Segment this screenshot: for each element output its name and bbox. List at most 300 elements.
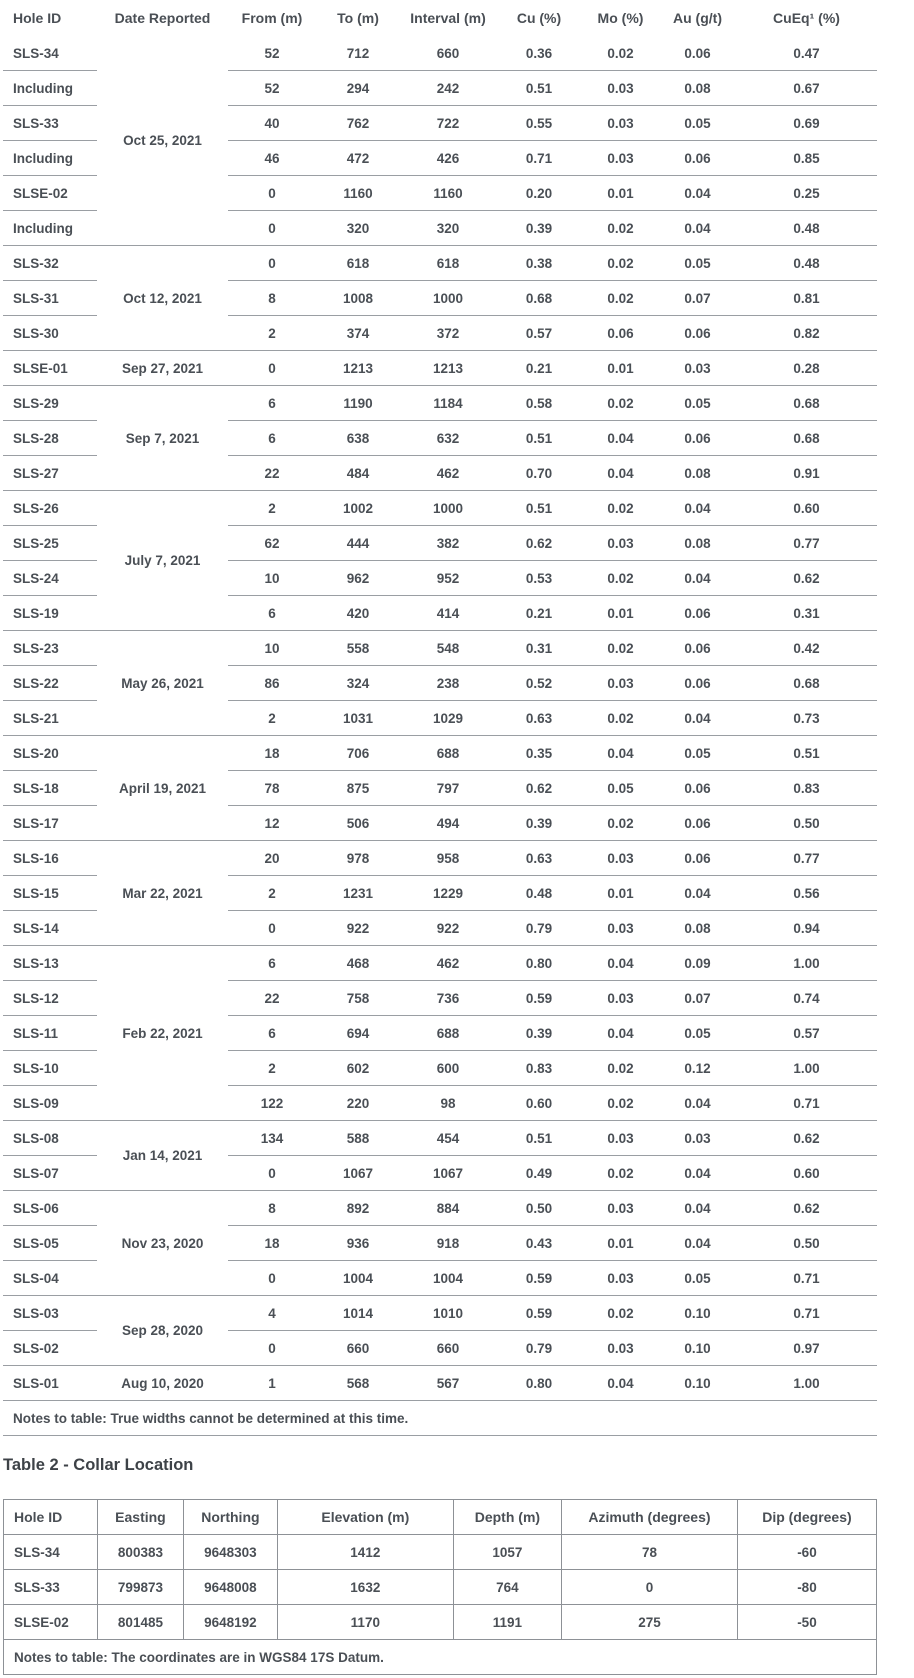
to-cell: 506 — [316, 806, 400, 841]
au-cell: 0.04 — [659, 561, 736, 596]
au-cell: 0.07 — [659, 281, 736, 316]
hole-id-cell: SLS-33 — [3, 106, 97, 141]
interval-cell: 918 — [400, 1226, 496, 1261]
table-row — [3, 736, 877, 771]
interval-cell: 494 — [400, 806, 496, 841]
cu-cell: 0.39 — [496, 1016, 582, 1051]
interval-cell: 1010 — [400, 1296, 496, 1331]
to-cell: 978 — [316, 841, 400, 876]
table-row — [3, 36, 877, 71]
hole-id-cell: SLS-21 — [3, 701, 97, 736]
column-header-from: From (m) — [241, 10, 303, 26]
au-cell: 0.06 — [659, 631, 736, 666]
from-cell: 6 — [228, 946, 316, 981]
mo-cell: 0.03 — [582, 666, 659, 701]
cu-cell: 0.35 — [496, 736, 582, 771]
cu-cell: 0.39 — [496, 806, 582, 841]
interval-cell: 922 — [400, 911, 496, 946]
mo-cell: 0.02 — [582, 281, 659, 316]
from-cell: 4 — [228, 1296, 316, 1331]
cu-cell: 0.57 — [496, 316, 582, 351]
mo-cell: 0.03 — [582, 1261, 659, 1296]
cu-cell: 0.48 — [496, 876, 582, 911]
mo-cell: 0.03 — [582, 1331, 659, 1366]
interval-cell: 1000 — [400, 281, 496, 316]
mo-cell: 0.02 — [582, 386, 659, 421]
table-row — [3, 841, 877, 876]
mo-cell: 0.06 — [582, 316, 659, 351]
to-cell: 558 — [316, 631, 400, 666]
assay-table-body — [3, 36, 877, 1436]
mo-cell: 0.01 — [582, 596, 659, 631]
hole-id-cell: SLS-06 — [3, 1191, 97, 1226]
mo-cell: 0.02 — [582, 1086, 659, 1121]
to-cell: 638 — [316, 421, 400, 456]
interval-cell: 1229 — [400, 876, 496, 911]
from-cell: 86 — [228, 666, 316, 701]
from-cell: 10 — [228, 561, 316, 596]
from-cell: 2 — [228, 701, 316, 736]
table-row — [3, 351, 877, 386]
interval-cell: 958 — [400, 841, 496, 876]
from-cell: 6 — [228, 1016, 316, 1051]
interval-cell: 372 — [400, 316, 496, 351]
table-2-title: Table 2 - Collar Location — [3, 1456, 194, 1474]
interval-cell: 952 — [400, 561, 496, 596]
mo-cell: 0.02 — [582, 1296, 659, 1331]
interval-cell: 660 — [400, 1331, 496, 1366]
hole-id-cell: SLS-19 — [3, 596, 97, 631]
date-reported-cell: Oct 25, 2021 — [97, 36, 228, 246]
cu-cell: 0.51 — [496, 491, 582, 526]
cueq-cell: 0.68 — [736, 666, 877, 701]
to-cell: 320 — [316, 211, 400, 246]
from-cell: 62 — [228, 526, 316, 561]
cueq-cell: 0.77 — [736, 841, 877, 876]
table-row — [3, 246, 877, 281]
mo-cell: 0.03 — [582, 981, 659, 1016]
interval-cell: 1160 — [400, 176, 496, 211]
interval-cell: 1067 — [400, 1156, 496, 1191]
interval-cell: 548 — [400, 631, 496, 666]
interval-cell: 1184 — [400, 386, 496, 421]
table-row — [4, 1605, 877, 1640]
mo-cell: 0.04 — [582, 736, 659, 771]
mo-cell: 0.04 — [582, 946, 659, 981]
collar-header-row — [4, 1500, 877, 1535]
cu-cell: 0.39 — [496, 211, 582, 246]
hole-id-cell: SLS-04 — [3, 1261, 97, 1296]
collar-header-dip: Dip (degrees) — [737, 1500, 876, 1535]
date-reported-cell: May 26, 2021 — [97, 631, 228, 736]
hole-id-cell: SLS-28 — [3, 421, 97, 456]
hole-id-cell: Including — [3, 211, 97, 246]
cueq-cell: 0.85 — [736, 141, 877, 176]
cu-cell: 0.60 — [496, 1086, 582, 1121]
au-cell: 0.06 — [659, 36, 736, 71]
interval-cell: 320 — [400, 211, 496, 246]
from-cell: 2 — [228, 876, 316, 911]
cueq-cell: 0.31 — [736, 596, 877, 631]
hole-id-cell: SLS-10 — [3, 1051, 97, 1086]
mo-cell: 0.02 — [582, 1156, 659, 1191]
au-cell: 0.04 — [659, 876, 736, 911]
interval-cell: 238 — [400, 666, 496, 701]
au-cell: 0.05 — [659, 386, 736, 421]
from-cell: 46 — [228, 141, 316, 176]
cueq-cell: 0.25 — [736, 176, 877, 211]
to-cell: 762 — [316, 106, 400, 141]
assay-results-table — [3, 0, 877, 1436]
mo-cell: 0.03 — [582, 1191, 659, 1226]
hole-id-cell: SLS-25 — [3, 526, 97, 561]
mo-cell: 0.03 — [582, 526, 659, 561]
collar-easting-cell: 799873 — [98, 1570, 184, 1605]
from-cell: 6 — [228, 596, 316, 631]
mo-cell: 0.02 — [582, 491, 659, 526]
cueq-cell: 0.73 — [736, 701, 877, 736]
cueq-cell: 0.67 — [736, 71, 877, 106]
hole-id-cell: SLS-01 — [3, 1366, 97, 1401]
hole-id-cell: SLS-05 — [3, 1226, 97, 1261]
to-cell: 694 — [316, 1016, 400, 1051]
to-cell: 420 — [316, 596, 400, 631]
cueq-cell: 0.69 — [736, 106, 877, 141]
mo-cell: 0.02 — [582, 631, 659, 666]
cueq-cell: 0.56 — [736, 876, 877, 911]
mo-cell: 0.01 — [582, 176, 659, 211]
collar-azimuth-cell: 275 — [562, 1605, 738, 1640]
hole-id-cell: SLS-26 — [3, 491, 97, 526]
table-row — [4, 1535, 877, 1570]
collar-header-elevation: Elevation (m) — [277, 1500, 453, 1535]
cueq-cell: 0.28 — [736, 351, 877, 386]
to-cell: 892 — [316, 1191, 400, 1226]
cu-cell: 0.79 — [496, 1331, 582, 1366]
cueq-cell: 0.71 — [736, 1261, 877, 1296]
au-cell: 0.07 — [659, 981, 736, 1016]
collar-azimuth-cell: 0 — [562, 1570, 738, 1605]
cu-cell: 0.80 — [496, 1366, 582, 1401]
to-cell: 588 — [316, 1121, 400, 1156]
hole-id-cell: SLS-03 — [3, 1296, 97, 1331]
au-cell: 0.06 — [659, 316, 736, 351]
au-cell: 0.06 — [659, 666, 736, 701]
to-cell: 618 — [316, 246, 400, 281]
interval-cell: 426 — [400, 141, 496, 176]
table-row — [3, 1296, 877, 1331]
hole-id-cell: SLS-17 — [3, 806, 97, 841]
interval-cell: 736 — [400, 981, 496, 1016]
from-cell: 0 — [228, 1261, 316, 1296]
to-cell: 602 — [316, 1051, 400, 1086]
hole-id-cell: SLS-09 — [3, 1086, 97, 1121]
cu-cell: 0.79 — [496, 911, 582, 946]
mo-cell: 0.02 — [582, 806, 659, 841]
table-2-note: Notes to table: The coordinates are in WGS84 17S Datum. — [4, 1640, 877, 1675]
hole-id-cell: SLS-14 — [3, 911, 97, 946]
cueq-cell: 0.48 — [736, 246, 877, 281]
interval-cell: 688 — [400, 736, 496, 771]
to-cell: 1031 — [316, 701, 400, 736]
au-cell: 0.05 — [659, 736, 736, 771]
interval-cell: 242 — [400, 71, 496, 106]
cueq-cell: 0.57 — [736, 1016, 877, 1051]
au-cell: 0.05 — [659, 1261, 736, 1296]
interval-cell: 1029 — [400, 701, 496, 736]
mo-cell: 0.05 — [582, 771, 659, 806]
cueq-cell: 0.62 — [736, 1121, 877, 1156]
table-row — [3, 491, 877, 526]
interval-cell: 1213 — [400, 351, 496, 386]
collar-location-table — [3, 1499, 877, 1675]
cueq-cell: 0.94 — [736, 911, 877, 946]
hole-id-cell: SLS-27 — [3, 456, 97, 491]
mo-cell: 0.03 — [582, 106, 659, 141]
au-cell: 0.06 — [659, 596, 736, 631]
interval-cell: 567 — [400, 1366, 496, 1401]
cueq-cell: 0.82 — [736, 316, 877, 351]
to-cell: 936 — [316, 1226, 400, 1261]
cueq-cell: 0.42 — [736, 631, 877, 666]
interval-cell: 1000 — [400, 491, 496, 526]
date-reported-cell: Aug 10, 2020 — [97, 1366, 228, 1401]
au-cell: 0.04 — [659, 1086, 736, 1121]
mo-cell: 0.04 — [582, 456, 659, 491]
interval-cell: 722 — [400, 106, 496, 141]
date-reported-cell: April 19, 2021 — [97, 736, 228, 841]
cu-cell: 0.51 — [496, 1121, 582, 1156]
au-cell: 0.09 — [659, 946, 736, 981]
to-cell: 1004 — [316, 1261, 400, 1296]
cu-cell: 0.70 — [496, 456, 582, 491]
collar-table-body — [4, 1535, 877, 1675]
au-cell: 0.04 — [659, 1226, 736, 1261]
collar-northing-cell: 9648008 — [183, 1570, 277, 1605]
column-header-interval: Interval (m) — [410, 10, 486, 26]
collar-hole-id-cell: SLS-34 — [4, 1535, 98, 1570]
to-cell: 1231 — [316, 876, 400, 911]
to-cell: 1190 — [316, 386, 400, 421]
to-cell: 1014 — [316, 1296, 400, 1331]
mo-cell: 0.02 — [582, 246, 659, 281]
au-cell: 0.03 — [659, 351, 736, 386]
table-note-row — [3, 1401, 877, 1436]
interval-cell: 454 — [400, 1121, 496, 1156]
mo-cell: 0.03 — [582, 841, 659, 876]
collar-dip-cell: -50 — [737, 1605, 876, 1640]
au-cell: 0.10 — [659, 1331, 736, 1366]
hole-id-cell: SLSE-02 — [3, 176, 97, 211]
to-cell: 922 — [316, 911, 400, 946]
hole-id-cell: SLS-12 — [3, 981, 97, 1016]
to-cell: 706 — [316, 736, 400, 771]
cueq-cell: 0.62 — [736, 561, 877, 596]
hole-id-cell: SLS-34 — [3, 36, 97, 71]
mo-cell: 0.04 — [582, 421, 659, 456]
date-reported-cell: July 7, 2021 — [97, 491, 228, 631]
from-cell: 6 — [228, 421, 316, 456]
cu-cell: 0.62 — [496, 526, 582, 561]
collar-header-northing: Northing — [183, 1500, 277, 1535]
to-cell: 1002 — [316, 491, 400, 526]
au-cell: 0.04 — [659, 1156, 736, 1191]
column-header-au: Au (g/t) — [673, 10, 722, 26]
collar-hole-id-cell: SLSE-02 — [4, 1605, 98, 1640]
hole-id-cell: SLS-11 — [3, 1016, 97, 1051]
from-cell: 12 — [228, 806, 316, 841]
collar-dip-cell: -60 — [737, 1535, 876, 1570]
collar-elevation-cell: 1632 — [277, 1570, 453, 1605]
to-cell: 444 — [316, 526, 400, 561]
cu-cell: 0.63 — [496, 701, 582, 736]
au-cell: 0.05 — [659, 106, 736, 141]
from-cell: 18 — [228, 736, 316, 771]
cueq-cell: 0.74 — [736, 981, 877, 1016]
au-cell: 0.05 — [659, 1016, 736, 1051]
hole-id-cell: Including — [3, 71, 97, 106]
cueq-cell: 0.68 — [736, 386, 877, 421]
au-cell: 0.06 — [659, 806, 736, 841]
collar-dip-cell: -80 — [737, 1570, 876, 1605]
mo-cell: 0.03 — [582, 141, 659, 176]
interval-cell: 462 — [400, 946, 496, 981]
to-cell: 1067 — [316, 1156, 400, 1191]
cu-cell: 0.59 — [496, 981, 582, 1016]
collar-northing-cell: 9648303 — [183, 1535, 277, 1570]
au-cell: 0.04 — [659, 701, 736, 736]
cu-cell: 0.71 — [496, 141, 582, 176]
collar-hole-id-cell: SLS-33 — [4, 1570, 98, 1605]
interval-cell: 884 — [400, 1191, 496, 1226]
interval-cell: 600 — [400, 1051, 496, 1086]
from-cell: 78 — [228, 771, 316, 806]
interval-cell: 688 — [400, 1016, 496, 1051]
hole-id-cell: SLS-31 — [3, 281, 97, 316]
hole-id-cell: SLSE-01 — [3, 351, 97, 386]
from-cell: 52 — [228, 36, 316, 71]
cueq-cell: 0.60 — [736, 491, 877, 526]
mo-cell: 0.01 — [582, 351, 659, 386]
from-cell: 52 — [228, 71, 316, 106]
from-cell: 0 — [228, 211, 316, 246]
cueq-cell: 0.97 — [736, 1331, 877, 1366]
cueq-cell: 0.48 — [736, 211, 877, 246]
interval-cell: 98 — [400, 1086, 496, 1121]
mo-cell: 0.03 — [582, 911, 659, 946]
to-cell: 1213 — [316, 351, 400, 386]
mo-cell: 0.02 — [582, 1051, 659, 1086]
cu-cell: 0.21 — [496, 351, 582, 386]
au-cell: 0.04 — [659, 1191, 736, 1226]
interval-cell: 1004 — [400, 1261, 496, 1296]
hole-id-cell: SLS-22 — [3, 666, 97, 701]
au-cell: 0.06 — [659, 771, 736, 806]
au-cell: 0.05 — [659, 246, 736, 281]
to-cell: 468 — [316, 946, 400, 981]
to-cell: 484 — [316, 456, 400, 491]
collar-easting-cell: 800383 — [98, 1535, 184, 1570]
hole-id-cell: SLS-13 — [3, 946, 97, 981]
table-row — [3, 1191, 877, 1226]
mo-cell: 0.02 — [582, 701, 659, 736]
hole-id-cell: SLS-30 — [3, 316, 97, 351]
au-cell: 0.06 — [659, 841, 736, 876]
hole-id-cell: SLS-23 — [3, 631, 97, 666]
hole-id-cell: SLS-32 — [3, 246, 97, 281]
cu-cell: 0.51 — [496, 71, 582, 106]
date-reported-cell: Jan 14, 2021 — [97, 1121, 228, 1191]
to-cell: 324 — [316, 666, 400, 701]
from-cell: 8 — [228, 281, 316, 316]
from-cell: 2 — [228, 1051, 316, 1086]
hole-id-cell: SLS-20 — [3, 736, 97, 771]
cueq-cell: 0.47 — [736, 36, 877, 71]
to-cell: 1008 — [316, 281, 400, 316]
mo-cell: 0.02 — [582, 36, 659, 71]
date-reported-cell: Nov 23, 2020 — [97, 1191, 228, 1296]
from-cell: 18 — [228, 1226, 316, 1261]
cu-cell: 0.80 — [496, 946, 582, 981]
collar-azimuth-cell: 78 — [562, 1535, 738, 1570]
interval-cell: 414 — [400, 596, 496, 631]
au-cell: 0.08 — [659, 71, 736, 106]
to-cell: 712 — [316, 36, 400, 71]
cu-cell: 0.55 — [496, 106, 582, 141]
table-row — [3, 946, 877, 981]
cueq-cell: 0.71 — [736, 1296, 877, 1331]
to-cell: 758 — [316, 981, 400, 1016]
au-cell: 0.04 — [659, 491, 736, 526]
cu-cell: 0.63 — [496, 841, 582, 876]
cueq-cell: 0.62 — [736, 1191, 877, 1226]
au-cell: 0.04 — [659, 176, 736, 211]
cueq-cell: 0.91 — [736, 456, 877, 491]
mo-cell: 0.04 — [582, 1016, 659, 1051]
collar-header-azimuth: Azimuth (degrees) — [562, 1500, 738, 1535]
cu-cell: 0.58 — [496, 386, 582, 421]
mo-cell: 0.01 — [582, 1226, 659, 1261]
au-cell: 0.12 — [659, 1051, 736, 1086]
cu-cell: 0.68 — [496, 281, 582, 316]
au-cell: 0.08 — [659, 456, 736, 491]
collar-header-easting: Easting — [98, 1500, 184, 1535]
au-cell: 0.08 — [659, 526, 736, 561]
collar-depth-cell: 1057 — [453, 1535, 561, 1570]
cu-cell: 0.62 — [496, 771, 582, 806]
cu-cell: 0.51 — [496, 421, 582, 456]
mo-cell: 0.03 — [582, 71, 659, 106]
hole-id-cell: SLS-24 — [3, 561, 97, 596]
from-cell: 22 — [228, 981, 316, 1016]
hole-id-cell: SLS-15 — [3, 876, 97, 911]
hole-id-cell: SLS-18 — [3, 771, 97, 806]
table-row — [3, 386, 877, 421]
cu-cell: 0.21 — [496, 596, 582, 631]
table-row — [3, 1366, 877, 1401]
from-cell: 0 — [228, 351, 316, 386]
date-reported-cell: Sep 7, 2021 — [97, 386, 228, 491]
to-cell: 220 — [316, 1086, 400, 1121]
from-cell: 10 — [228, 631, 316, 666]
date-reported-cell: Feb 22, 2021 — [97, 946, 228, 1121]
cu-cell: 0.20 — [496, 176, 582, 211]
date-reported-cell: Sep 28, 2020 — [97, 1296, 228, 1366]
cueq-cell: 0.50 — [736, 1226, 877, 1261]
table-row — [4, 1570, 877, 1605]
interval-cell: 618 — [400, 246, 496, 281]
cu-cell: 0.36 — [496, 36, 582, 71]
